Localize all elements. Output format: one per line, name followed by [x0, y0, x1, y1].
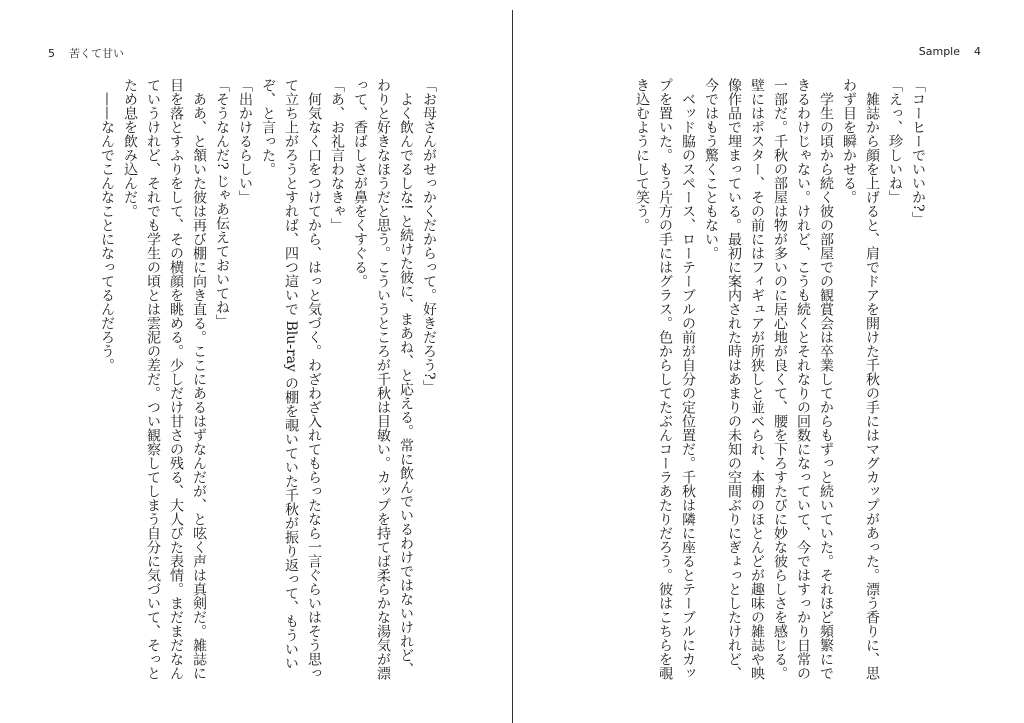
paragraph: 何気なく口をつけてから、はっと気づく。わざわざ入れてもらったなら一言ぐらいはそう思って立ち上がろうとすれば、四つ這いで Blu-ray の棚を覗いていた千秋が振り返って、もういいぞ、と言った。: [260, 78, 322, 680]
right-page: [513, 0, 1024, 723]
right-page-body: [589, 78, 929, 690]
paragraph: 「えっ、珍しいね」: [887, 78, 903, 204]
paragraph: よく飲んでるしな! と続けた彼に、まあね、と応える。常に飲んでいるわけではないけれど、わりと好きなほうだと思う。こういうところが千秋は目敏い。カップを持てば柔らかな湯気が漂って、香ばしさが鼻をくすぐる。: [352, 78, 414, 680]
left-page-header: [48, 45, 124, 61]
paragraph: ベッド脇のスペース、ローテーブルの前が自分の定位置だ。千秋は隣に座るとテーブルにカップを置いた。もう片方の手にはグラス。色からしてたぶんコーラあたりだろう。彼はこちらを覗き込むようにして笑う。: [634, 78, 696, 680]
paragraph: 「お母さんがせっかくだからって。好きだろう?」: [421, 78, 437, 394]
paragraph: 「コーヒーでいいか?」: [910, 78, 926, 226]
paragraph: 学生の頃から続く彼の部屋での観賞会は卒業してからもずっと続いていた。それほど頻繁にできるわけじゃない。けれど、こうも続くとそれなりの回数になっていて、今ではすっかり日常の一部だ。千秋の部屋は物が多いのに居心地が良くて、腰を下ろすたびに妙な彼らしさを感じる。壁にはポスター、その前にはフィギュアが所狭しと並べられ、本棚のほとんどが趣味の雑誌や映像作品で埋まっている。最初に案内された時はあまりの未知の空間ぶりにぎょっとしたけれど、今ではもう驚くこともない。: [703, 78, 834, 680]
paragraph: 「あ、お礼言わなきゃ」: [329, 78, 345, 232]
right-page-number: 4: [974, 45, 981, 58]
left-page-number: 5: [48, 47, 55, 60]
chapter-title: 苦くて甘い: [69, 47, 124, 60]
left-page-body: [84, 78, 440, 690]
right-page-header: [919, 45, 981, 58]
paragraph: 「そうなんだ? じゃあ伝えておいてね」: [214, 78, 230, 328]
paragraph: ああ、と頷いた彼は再び棚に向き直る。ここにあるはずなんだが、と呟く声は真剣だ。雑誌に目を落とすふりをして、その横顔を眺める。少しだけ甘さの残る、大人びた表情。まだまだなんていうけれど、それでも学生の頃とは雲泥の差だ。つい観察してしまう自分に気づいて、そっとため息を飲み込んだ。: [122, 78, 207, 680]
paragraph: 雑誌から顔を上げると、肩でドアを開けた千秋の手にはマグカップがあった。漂う香りに、思わず目を瞬かせる。: [841, 78, 880, 680]
header-label: Sample: [918, 45, 960, 58]
paragraph: 「出かけるらしい」: [237, 78, 253, 204]
paragraph: ——なんでこんなことになってるんだろう。: [99, 92, 115, 372]
